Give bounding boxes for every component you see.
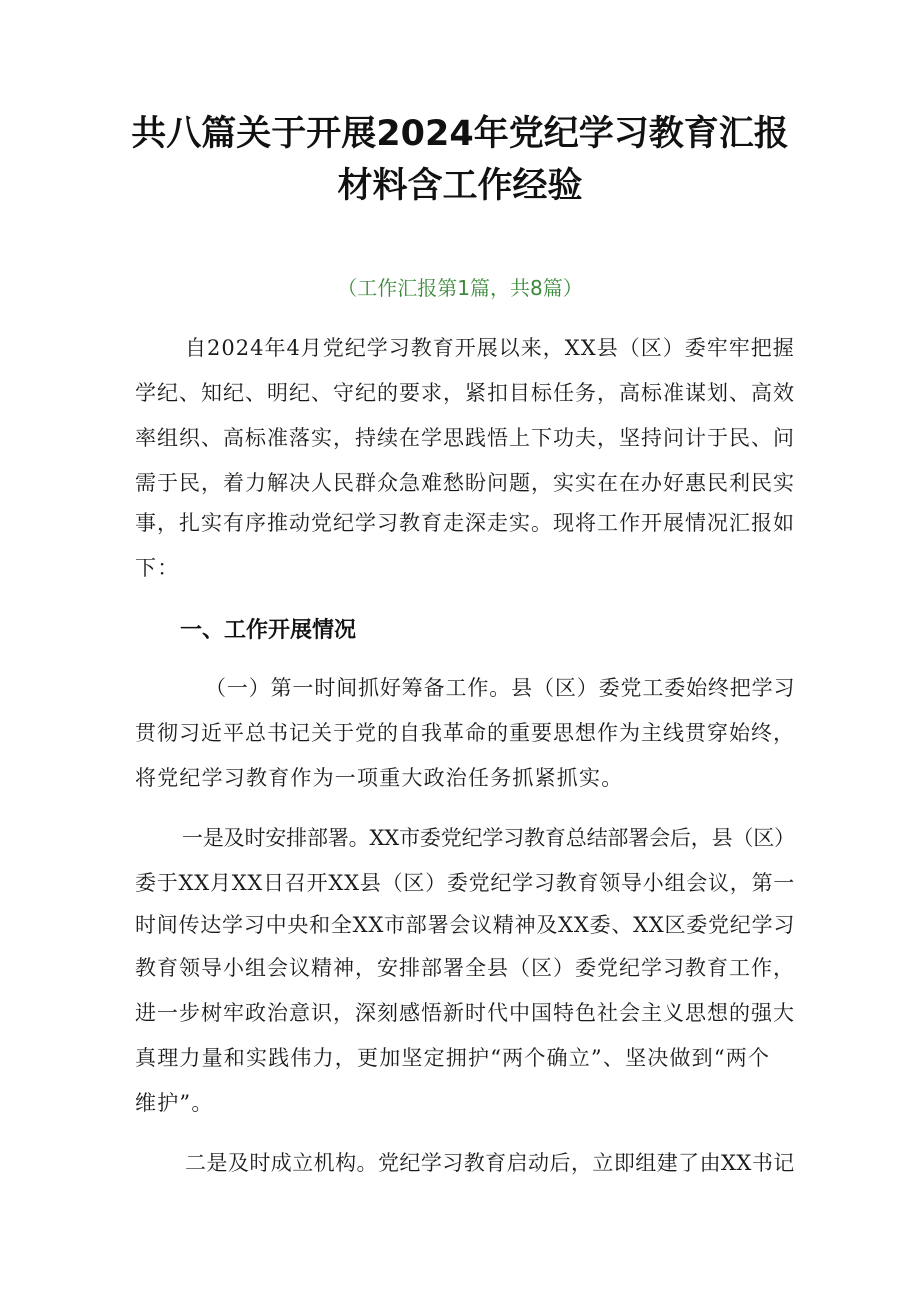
paragraph-line: 事，扎实有序推动党纪学习教育走深走实。现将工作开展情况汇报如 [135,511,795,535]
paragraph-line: 维护”。 [135,1091,214,1115]
document-subtitle: （工作汇报第1篇，共8篇） [337,276,583,300]
paragraph-line: 真理力量和实践伟力，更加坚定拥护“两个确立”、坚决做到“两个 [135,1046,771,1070]
section-heading: 一、工作开展情况 [180,618,357,643]
document-title [100,108,820,212]
paragraph-line: 时间传达学习中央和全XX市部署会议精神及XX委、XX区委党纪学习 [135,913,796,937]
paragraph-line: 二是及时成立机构。党纪学习教育启动后，立即组建了由XX书记 [185,1151,795,1175]
title-line-2: 材料含工作经验 [337,166,583,206]
paragraph-line: 教育领导小组会议精神，安排部署全县（区）委党纪学习教育工作， [135,956,795,980]
paragraph-line: 一是及时安排部署。XX市委党纪学习教育总结部署会后，县（区） [182,826,795,850]
paragraph-line: 委于XX月XX日召开XX县（区）委党纪学习教育领导小组会议，第一 [135,871,796,895]
title-line-1: 共八篇关于开展2024年党纪学习教育汇报 [131,114,789,154]
paragraph-line: 需于民，着力解决人民群众急难愁盼问题，实实在在办好惠民利民实 [135,471,795,495]
paragraph-line: 贯彻习近平总书记关于党的自我革命的重要思想作为主线贯穿始终， [135,721,795,745]
paragraph-line: 进一步树牢政治意识，深刻感悟新时代中国特色社会主义思想的强大 [135,1001,795,1025]
paragraph-line: （一）第一时间抓好筹备工作。县（区）委党工委始终把学习 [205,676,796,700]
paragraph-line: 下： [135,556,180,580]
paragraph-line: 率组织、高标准落实，持续在学思践悟上下功夫，坚持问计于民、问 [135,426,795,450]
paragraph-line: 将党纪学习教育作为一项重大政治任务抓紧抓实。 [135,766,624,790]
paragraph-line: 学纪、知纪、明纪、守纪的要求，紧扣目标任务，高标准谋划、高效 [135,381,795,405]
paragraph-line: 自2024年4月党纪学习教育开展以来，XX县（区）委牢牢把握 [185,336,795,360]
